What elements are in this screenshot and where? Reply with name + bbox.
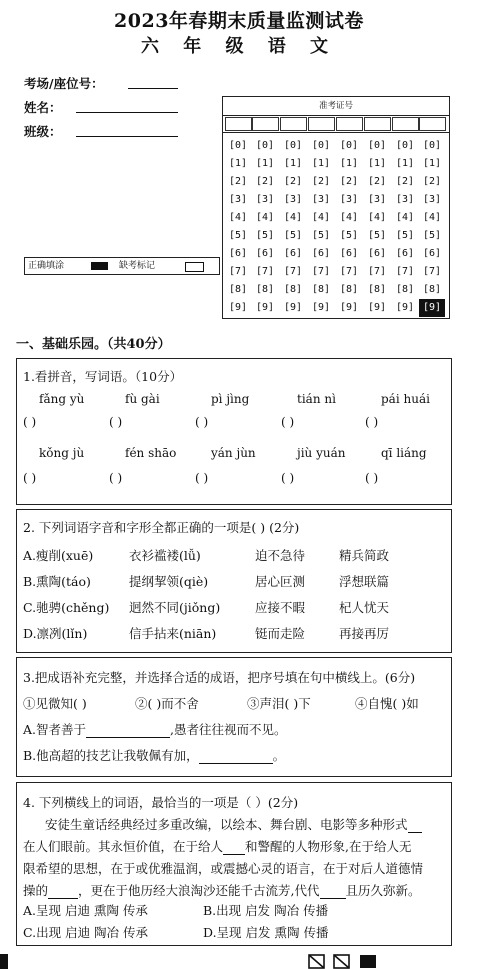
- ticket-digit-bubble[interactable]: [4]: [283, 212, 303, 223]
- ticket-cell[interactable]: [336, 117, 363, 131]
- ticket-digit-column: [308, 137, 334, 317]
- choice-word: 应接不暇: [255, 600, 306, 615]
- ticket-digit-bubble[interactable]: [6]: [311, 248, 331, 259]
- question-4-prompt: 4. 下列横线上的词语，最恰当的一项是（ ）(2分): [23, 795, 299, 810]
- ticket-digit-bubble[interactable]: [5]: [339, 230, 359, 241]
- ticket-digit-bubble[interactable]: [2]: [395, 176, 415, 187]
- ticket-digit-bubble[interactable]: [1]: [339, 158, 359, 169]
- ticket-digit-bubble[interactable]: [8]: [228, 284, 248, 295]
- section-title: 一、基础乐园。（共40分）: [16, 337, 171, 352]
- ticket-digit-bubble[interactable]: [2]: [367, 176, 387, 187]
- ticket-digit-bubble[interactable]: [4]: [255, 212, 275, 223]
- ticket-digit-bubble[interactable]: [1]: [283, 158, 303, 169]
- pinyin-label: tián nì: [297, 392, 336, 406]
- question-3-box: [16, 657, 452, 777]
- pinyin-label: fù gài: [125, 392, 160, 406]
- pinyin-label: pì jìng: [211, 392, 250, 406]
- ticket-digit-bubble[interactable]: [4]: [422, 212, 442, 223]
- absent-mark-checkbox[interactable]: [185, 262, 204, 272]
- ticket-digit-bubble[interactable]: [5]: [255, 230, 275, 241]
- ticket-digit-bubble[interactable]: [7]: [283, 266, 303, 277]
- ticket-cell[interactable]: [280, 117, 307, 131]
- choice-word: 信手拈来(niān): [129, 626, 217, 641]
- page-marks: [308, 954, 386, 969]
- choice-option[interactable]: B.熏陶(táo): [23, 574, 91, 589]
- ticket-cell[interactable]: [252, 117, 279, 131]
- sentence-a-post: ,愚者往往视而不见。: [170, 722, 287, 737]
- class-field[interactable]: [76, 122, 178, 137]
- ticket-digit-bubble[interactable]: [0]: [228, 140, 248, 151]
- ticket-digit-column: [419, 137, 445, 317]
- ticket-digit-bubble[interactable]: [2]: [283, 176, 303, 187]
- ticket-digit-bubble[interactable]: [3]: [228, 194, 248, 205]
- ticket-digit-bubble[interactable]: [8]: [367, 284, 387, 295]
- ticket-digit-bubble[interactable]: [5]: [422, 230, 442, 241]
- ticket-digit-bubble[interactable]: [4]: [395, 212, 415, 223]
- ticket-digit-bubble[interactable]: [7]: [228, 266, 248, 277]
- ticket-digit-bubble[interactable]: [4]: [367, 212, 387, 223]
- ticket-digit-bubble[interactable]: [7]: [395, 266, 415, 277]
- ticket-digit-bubble[interactable]: [4]: [311, 212, 331, 223]
- answer-parentheses[interactable]: ( ): [109, 471, 123, 485]
- ticket-digit-bubble[interactable]: [9]: [255, 302, 275, 313]
- exam-room-label: 考场/座位号：: [24, 76, 104, 91]
- ticket-digit-bubble[interactable]: [7]: [339, 266, 359, 277]
- choice-word: 精兵简政: [339, 548, 390, 563]
- answer-parentheses[interactable]: ( ): [281, 471, 295, 485]
- ticket-digit-bubble[interactable]: [9]: [367, 302, 387, 313]
- ticket-digit-bubble[interactable]: [7]: [311, 266, 331, 277]
- ticket-digit-bubble[interactable]: [7]: [367, 266, 387, 277]
- ticket-digit-bubble[interactable]: [5]: [228, 230, 248, 241]
- ticket-digit-bubble[interactable]: [3]: [395, 194, 415, 205]
- choice-word: 衣衫褴褛(lǚ): [129, 548, 201, 563]
- question-2-prompt: 2. 下列词语字音和字形全都正确的一项是( ) (2分): [23, 520, 300, 535]
- q4-option-c: C.出现 启迪 陶冶 传承: [23, 925, 149, 940]
- ticket-cell[interactable]: [419, 117, 446, 131]
- ticket-digit-bubble[interactable]: [3]: [255, 194, 275, 205]
- idiom-item-3: ③声泪( )下: [247, 696, 311, 711]
- exam-room-field[interactable]: [128, 74, 178, 89]
- ticket-digit-bubble[interactable]: [6]: [283, 248, 303, 259]
- q4-blank-3[interactable]: [48, 886, 78, 899]
- q4-option-d: D.呈现 启发 熏陶 传播: [203, 925, 329, 940]
- ticket-digit-bubble[interactable]: [6]: [395, 248, 415, 259]
- correct-fill-sample: [91, 262, 108, 270]
- ticket-digit-bubble[interactable]: [2]: [311, 176, 331, 187]
- question-3-prompt: 3.把成语补充完整，并选择合适的成语，把序号填在句中横线上。(6分): [23, 670, 416, 685]
- alignment-mark-left: [0, 954, 8, 969]
- choice-word: 铤而走险: [255, 626, 306, 641]
- ticket-digit-bubble[interactable]: [1]: [228, 158, 248, 169]
- name-label: 姓名：: [24, 100, 62, 115]
- idiom-item-2: ②( )而不舍: [135, 696, 199, 711]
- pinyin-label: jiù yuán: [297, 446, 346, 460]
- ticket-digit-bubble[interactable]: [0]: [422, 140, 442, 151]
- ticket-digit-bubble[interactable]: [9]: [283, 302, 303, 313]
- question-1-box: [16, 358, 452, 505]
- choice-word: 杞人忧天: [339, 600, 390, 615]
- ticket-digit-bubble[interactable]: [0]: [311, 140, 331, 151]
- ticket-digit-bubble[interactable]: [3]: [367, 194, 387, 205]
- answer-parentheses[interactable]: ( ): [23, 415, 37, 429]
- ticket-digit-column: [364, 137, 390, 317]
- ticket-digit-bubble[interactable]: [6]: [255, 248, 275, 259]
- pinyin-label: kǒng jù: [39, 446, 85, 460]
- ticket-digit-column: [280, 137, 306, 317]
- ticket-digit-bubble[interactable]: [8]: [422, 284, 442, 295]
- ticket-digit-column: [225, 137, 251, 317]
- ticket-digit-bubble[interactable]: [1]: [395, 158, 415, 169]
- ticket-cell[interactable]: [225, 117, 252, 131]
- ticket-digit-bubble[interactable]: [8]: [339, 284, 359, 295]
- q4-blank-1[interactable]: [408, 820, 422, 833]
- sentence-b-blank[interactable]: [199, 751, 273, 764]
- answer-parentheses[interactable]: ( ): [195, 471, 209, 485]
- choice-option[interactable]: C.驰骋(chěng): [23, 600, 110, 615]
- ticket-digit-bubble[interactable]: [8]: [311, 284, 331, 295]
- q4-line-1: 安徒生童话经典经过多重改编，以绘本、舞台剧、电影等多种形式: [45, 815, 422, 833]
- q4-line-3: 限希望的思想，在于或优雅温润，或震撼心灵的语言，在于对后人道德情: [23, 861, 424, 876]
- name-field[interactable]: [76, 98, 178, 113]
- ticket-digit-bubble[interactable]: [8]: [395, 284, 415, 295]
- pinyin-label: pái huái: [381, 392, 430, 406]
- pinyin-label: qī liáng: [381, 446, 427, 460]
- class-label: 班级：: [24, 124, 62, 139]
- ticket-digit-bubble[interactable]: [6]: [367, 248, 387, 259]
- q4-blank-4[interactable]: [320, 886, 346, 899]
- sentence-b: [23, 746, 285, 764]
- ticket-write-row: [223, 115, 449, 133]
- q4-option-b: B.出现 启发 陶冶 传播: [203, 903, 329, 918]
- answer-parentheses[interactable]: ( ): [365, 415, 379, 429]
- question-4-box: [16, 782, 452, 946]
- sentence-b-post: 。: [272, 748, 286, 763]
- sentence-a-pre: A.智者善于: [23, 722, 87, 737]
- ticket-digit-bubble[interactable]: [1]: [311, 158, 331, 169]
- ticket-digit-bubble[interactable]: [9]: [228, 302, 248, 313]
- correct-fill-label: 正确填涂: [28, 261, 65, 271]
- q4-line-4: 操的 ，更在于他历经大浪淘沙还能千古流芳,代代 且历久弥新。: [23, 883, 421, 898]
- ticket-digit-column: [336, 137, 362, 317]
- ticket-number-box: [222, 96, 450, 319]
- choice-word: 提纲挈领(qiè): [129, 574, 209, 589]
- pinyin-label: fǎng yù: [39, 392, 85, 406]
- ticket-digit-bubble[interactable]: [5]: [395, 230, 415, 241]
- ticket-digit-bubble[interactable]: [9]: [311, 302, 331, 313]
- ticket-digit-bubble[interactable]: [2]: [339, 176, 359, 187]
- choice-option[interactable]: A.瘦削(xuē): [23, 548, 94, 563]
- ticket-digit-bubble[interactable]: [0]: [339, 140, 359, 151]
- ticket-digit-bubble[interactable]: [1]: [255, 158, 275, 169]
- ticket-digit-bubble[interactable]: [0]: [367, 140, 387, 151]
- answer-parentheses[interactable]: ( ): [365, 471, 379, 485]
- q4-blank-2[interactable]: [223, 842, 245, 855]
- ticket-cell[interactable]: [364, 117, 391, 131]
- q4-line-2: 在人们眼前。其永恒价值，在于给人 和警醒的人物形象,在于给人无: [23, 839, 412, 854]
- ticket-cell[interactable]: [392, 117, 419, 131]
- exam-title: 2023年春期末质量监测试卷: [114, 10, 364, 32]
- choice-word: 浮想联篇: [339, 574, 390, 589]
- ticket-digit-bubble[interactable]: [2]: [255, 176, 275, 187]
- idiom-item-1: ①见微知( ): [23, 696, 87, 711]
- question-1-prompt: 1.看拼音，写词语。（10分）: [23, 369, 183, 384]
- answer-parentheses[interactable]: ( ): [281, 415, 295, 429]
- ticket-digit-bubble[interactable]: [6]: [339, 248, 359, 259]
- ticket-digit-bubble[interactable]: [3]: [422, 194, 442, 205]
- ticket-digit-bubble[interactable]: [3]: [283, 194, 303, 205]
- choice-word: 迥然不同(jiǒng): [129, 600, 221, 615]
- ticket-title: 准考证号: [223, 97, 449, 116]
- ticket-digit-bubble[interactable]: [5]: [283, 230, 303, 241]
- answer-parentheses[interactable]: ( ): [109, 415, 123, 429]
- ticket-digit-bubble[interactable]: [0]: [255, 140, 275, 151]
- choice-word: 居心叵测: [255, 574, 306, 589]
- ticket-digit-bubble[interactable]: [0]: [283, 140, 303, 151]
- page-mark-3: [360, 955, 376, 968]
- sentence-b-pre: B.他高超的技艺让我敬佩有加，: [23, 748, 199, 763]
- ticket-digit-bubble[interactable]: [2]: [422, 176, 442, 187]
- pinyin-label: yán jùn: [211, 446, 256, 460]
- ticket-digit-bubble[interactable]: [7]: [422, 266, 442, 277]
- choice-option[interactable]: D.凛冽(lǐn): [23, 626, 88, 641]
- ticket-digit-bubble[interactable]: [3]: [311, 194, 331, 205]
- ticket-digit-bubble[interactable]: [9]: [419, 299, 445, 317]
- ticket-digit-bubble[interactable]: [0]: [395, 140, 415, 151]
- exam-subtitle: 六 年 级 语 文: [140, 36, 338, 57]
- ticket-digit-bubble[interactable]: [8]: [283, 284, 303, 295]
- ticket-digit-bubble[interactable]: [1]: [367, 158, 387, 169]
- ticket-digit-bubble[interactable]: [8]: [255, 284, 275, 295]
- answer-parentheses[interactable]: ( ): [23, 471, 37, 485]
- ticket-cell[interactable]: [308, 117, 335, 131]
- ticket-digit-bubble[interactable]: [1]: [422, 158, 442, 169]
- answer-parentheses[interactable]: ( ): [195, 415, 209, 429]
- ticket-digit-bubble[interactable]: [5]: [311, 230, 331, 241]
- ticket-digit-column: [392, 137, 418, 317]
- ticket-digit-bubble[interactable]: [5]: [367, 230, 387, 241]
- ticket-digit-bubble[interactable]: [3]: [339, 194, 359, 205]
- ticket-digit-bubble[interactable]: [9]: [395, 302, 415, 313]
- sentence-a-blank[interactable]: [86, 725, 170, 738]
- ticket-digit-bubble[interactable]: [7]: [255, 266, 275, 277]
- ticket-digit-bubble[interactable]: [6]: [228, 248, 248, 259]
- choice-word: 迫不急待: [255, 548, 306, 563]
- page-mark-1: [309, 955, 324, 968]
- ticket-digit-bubble[interactable]: [9]: [339, 302, 359, 313]
- sentence-a: [23, 720, 287, 738]
- choice-word: 再接再厉: [339, 626, 390, 641]
- ticket-digit-bubble[interactable]: [6]: [422, 248, 442, 259]
- absent-mark-label: 缺考标记: [119, 261, 156, 271]
- page-mark-2: [334, 955, 349, 968]
- pinyin-label: fén shāo: [125, 446, 177, 460]
- ticket-digit-column: [252, 137, 278, 317]
- question-2-box: [16, 509, 452, 653]
- fill-legend: [24, 257, 220, 275]
- q4-option-a: A.呈现 启迪 熏陶 传承: [23, 903, 148, 918]
- idiom-item-4: ④自愧( )如: [355, 696, 419, 711]
- ticket-digit-bubble[interactable]: [2]: [228, 176, 248, 187]
- ticket-digit-bubble[interactable]: [4]: [339, 212, 359, 223]
- ticket-digit-bubble[interactable]: [4]: [228, 212, 248, 223]
